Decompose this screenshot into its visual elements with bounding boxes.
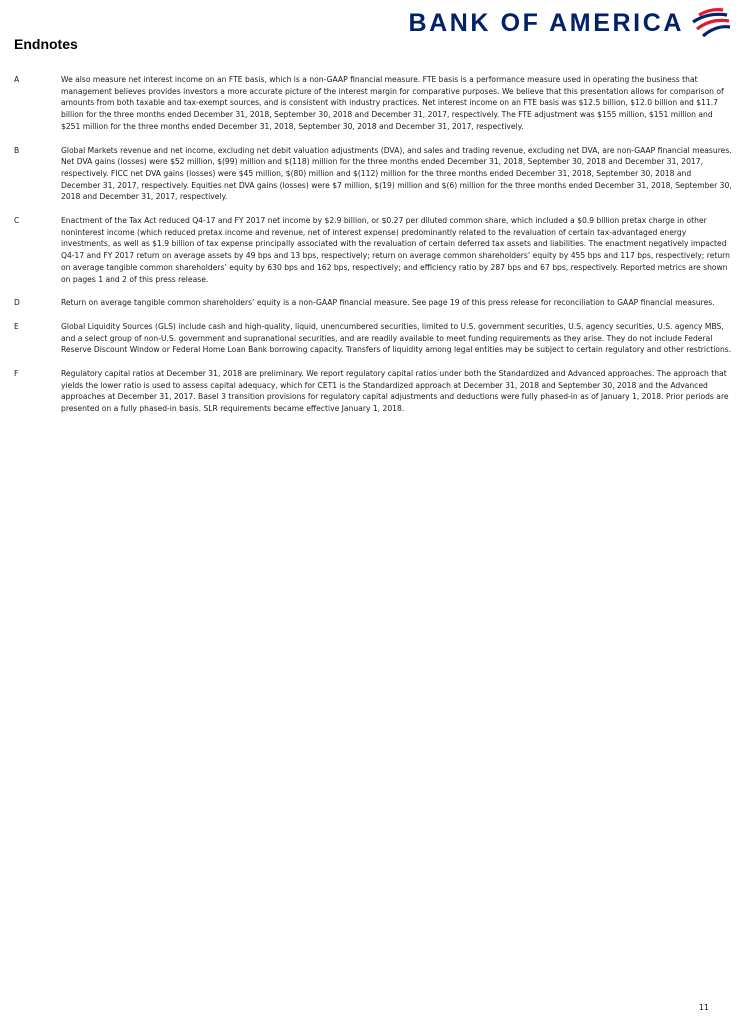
endnote-text: Return on average tangible common shareholders’ equity is a non-GAAP financial measure. See page 19 of this press release for reconciliation to GAAP financial measures. bbox=[61, 298, 715, 308]
endnote-b bbox=[14, 145, 732, 204]
endnote-text: Global Markets revenue and net income, excluding net debit valuation adjustments (DVA), and sales and trading revenue, excluding net DVA, are non-GAAP financial measures. Net DVA gains (losses) were $52 million, $(99) million and $(118) million for the three months ended December 31, 2018, September 30, 2018 and December 31, 2017, respectively. FICC net DVA gains (losses) were $45 million, $(80) million and $(112) million for the three months ended December 31, 2018, September 30, 2018 and December 31, 2017, respectively. Equities net DVA gains (losses) were $7 million, $(19) million and $(6) million for the three months ended December 31, 2018, September 30, 2018 and December 31, 2017, respectively. bbox=[61, 145, 732, 202]
endnote-a bbox=[14, 74, 732, 133]
endnote-text: Enactment of the Tax Act reduced Q4-17 and FY 2017 net income by $2.9 billion, or $0.27 per diluted common share, which included a $0.9 billion pretax charge in other noninterest income (which reduced pretax income and revenue, net of interest expense) predominantly related to the revaluation of certain tax-advantaged energy investments, as well as $1.9 billion of tax expense principally associated with the revaluation of certain deferred tax assets and liabilities. The enactment negatively impacted Q4-17 and FY 2017 return on average assets by 49 bps and 13 bps, respectively; return on average common shareholders’ equity by 455 bps and 117 bps, respectively; return on average tangible common shareholders’ equity by 630 bps and 162 bps, respectively; and efficiency ratio by 287 bps and 67 bps, respectively. Reported metrics are shown on pages 1 and 2 of this press release. bbox=[61, 216, 730, 284]
bank-of-america-logo bbox=[408, 6, 731, 40]
endnote-letter: A bbox=[14, 75, 20, 84]
endnotes-list bbox=[14, 74, 732, 427]
endnote-text: Regulatory capital ratios at December 31, 2018 are preliminary. We report regulatory capital ratios under both the Standardized and Advanced approaches. The approach that yields the lower ratio is used to assess capital adequacy, which for CET1 is the Standardized approach at December 31, 2018 and September 30, 2018 and the Advanced approaches at December 31, 2017. Basel 3 transition provisions for regulatory capital adjustments and deductions were fully phased-in as of January 1, 2018. Prior periods are presented on a fully phased-in basis. SLR requirements became effective January 1, 2018. bbox=[61, 369, 729, 414]
page-number: 11 bbox=[698, 1003, 709, 1012]
endnote-letter: B bbox=[14, 145, 20, 155]
endnote-letter: C bbox=[14, 216, 20, 226]
endnote-text: Global Liquidity Sources (GLS) include cash and high-quality, liquid, unencumbered securities, limited to U.S. government securities, U.S. agency securities, U.S. agency MBS, and a select group of non-U.S. government and supranational securities, and are readily available to meet funding requirements as they arise. They do not include Federal Reserve Discount Window or Federal Home Loan Bank borrowing capacity. Transfers of liquidity among legal entities may be subject to certain regulatory and other restrictions. bbox=[61, 321, 732, 355]
endnote-c bbox=[14, 215, 732, 285]
page-title: Endnotes bbox=[14, 36, 78, 52]
logo-text: BANK OF AMERICA bbox=[408, 8, 684, 37]
endnote-d bbox=[14, 297, 732, 309]
bank-of-america-flag-icon bbox=[687, 7, 731, 39]
endnote-letter: E bbox=[14, 321, 19, 331]
endnote-text: We also measure net interest income on an FTE basis, which is a non-GAAP financial measure. FTE basis is a performance measure used in operating the business that management believes provides investors a more accurate picture of the interest margin for comparative purposes. We believe that this presentation allows for comparison of amounts from both taxable and tax-exempt sources, and is consistent with industry practices. Net interest income on an FTE basis was $12.5 billion, $12.0 billion and $11.7 billion for the three months ended December 31, 2018, September 30, 2018 and December 31, 2017, respectively. The FTE adjustment was $155 million, $151 million and $251 million for the three months ended December 31, 2018, September 30, 2018 and December 31, 2017, respectively. bbox=[61, 75, 724, 131]
endnote-e bbox=[14, 321, 732, 356]
endnote-letter: D bbox=[14, 298, 20, 308]
endnote-letter: F bbox=[14, 369, 19, 379]
endnote-f bbox=[14, 368, 732, 415]
